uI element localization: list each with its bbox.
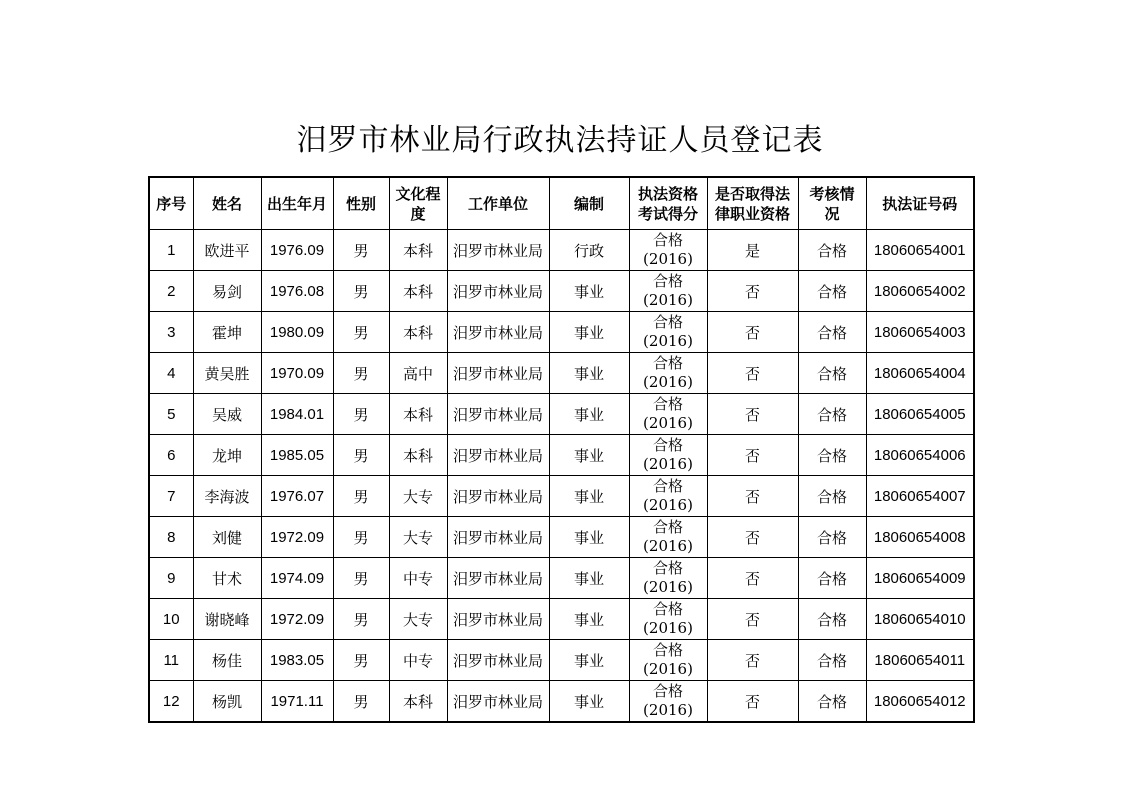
cell-cert-number: 18060654008 (866, 517, 974, 558)
exam-year: (2016) (643, 660, 693, 678)
header-education-line2: 度 (410, 204, 426, 223)
cell-name: 杨佳 (193, 640, 261, 681)
cell-education: 本科 (389, 312, 447, 353)
cell-unit: 汨罗市林业局 (447, 394, 549, 435)
cell-staffing: 事业 (549, 435, 629, 476)
cell-education: 高中 (389, 353, 447, 394)
table-row (149, 599, 974, 640)
cell-birth: 1983.05 (261, 640, 333, 681)
cell-education: 本科 (389, 681, 447, 723)
cell-staffing: 事业 (549, 353, 629, 394)
cell-legal-qualification: 否 (707, 640, 798, 681)
cell-exam-score (629, 558, 707, 599)
cell-review: 合格 (798, 230, 866, 271)
table-row (149, 640, 974, 681)
header-legal-line2: 律职业资格 (714, 204, 790, 223)
cell-exam-score (629, 435, 707, 476)
exam-year: (2016) (643, 455, 693, 473)
cell-birth: 1984.01 (261, 394, 333, 435)
cell-unit: 汨罗市林业局 (447, 476, 549, 517)
cell-unit: 汨罗市林业局 (447, 312, 549, 353)
cell-birth: 1976.07 (261, 476, 333, 517)
header-exam-line2: 考试得分 (637, 204, 698, 223)
cell-name: 易剑 (193, 271, 261, 312)
cell-name: 李海波 (193, 476, 261, 517)
cell-staffing: 事业 (549, 558, 629, 599)
exam-year: (2016) (643, 578, 693, 596)
header-review-line2: 况 (824, 204, 840, 223)
header-exam-line1: 执法资格 (637, 184, 698, 203)
cell-name: 吴威 (193, 394, 261, 435)
cell-legal-qualification: 否 (707, 435, 798, 476)
cell-name: 霍坤 (193, 312, 261, 353)
exam-result: 合格 (652, 436, 683, 454)
cell-education: 大专 (389, 517, 447, 558)
exam-year: (2016) (643, 619, 693, 637)
cell-legal-qualification: 否 (707, 558, 798, 599)
header-birth: 出生年月 (261, 177, 333, 230)
cell-exam-score (629, 353, 707, 394)
header-legal-line1: 是否取得法 (714, 184, 790, 203)
cell-name: 刘健 (193, 517, 261, 558)
exam-year: (2016) (643, 701, 693, 719)
exam-result: 合格 (652, 682, 683, 700)
header-staffing: 编制 (549, 177, 629, 230)
cell-exam-score (629, 599, 707, 640)
header-review (798, 177, 866, 230)
exam-result: 合格 (652, 272, 683, 290)
cell-review: 合格 (798, 517, 866, 558)
cell-education: 本科 (389, 435, 447, 476)
cell-birth: 1972.09 (261, 517, 333, 558)
cell-education: 中专 (389, 640, 447, 681)
cell-birth: 1976.08 (261, 271, 333, 312)
cell-gender: 男 (333, 271, 389, 312)
cell-legal-qualification: 否 (707, 271, 798, 312)
cell-cert-number: 18060654003 (866, 312, 974, 353)
cell-gender: 男 (333, 476, 389, 517)
header-legal-qualification (707, 177, 798, 230)
cell-legal-qualification: 否 (707, 353, 798, 394)
cell-index: 6 (149, 435, 193, 476)
header-gender: 性别 (333, 177, 389, 230)
header-unit: 工作单位 (447, 177, 549, 230)
cell-gender: 男 (333, 640, 389, 681)
table-row (149, 476, 974, 517)
cell-staffing: 事业 (549, 476, 629, 517)
cell-birth: 1974.09 (261, 558, 333, 599)
table-row (149, 312, 974, 353)
exam-result: 合格 (652, 395, 683, 413)
cell-staffing: 事业 (549, 394, 629, 435)
exam-year: (2016) (643, 414, 693, 432)
header-education (389, 177, 447, 230)
cell-exam-score (629, 271, 707, 312)
page-title: 汨罗市林业局行政执法持证人员登记表 (296, 123, 824, 158)
cell-staffing: 行政 (549, 230, 629, 271)
exam-year: (2016) (643, 291, 693, 309)
cell-name: 龙坤 (193, 435, 261, 476)
header-exam-score (629, 177, 707, 230)
cell-name: 杨凯 (193, 681, 261, 723)
cell-exam-score (629, 312, 707, 353)
exam-result: 合格 (652, 600, 683, 618)
cell-birth: 1976.09 (261, 230, 333, 271)
cell-unit: 汨罗市林业局 (447, 271, 549, 312)
cell-birth: 1970.09 (261, 353, 333, 394)
exam-year: (2016) (643, 496, 693, 514)
cell-review: 合格 (798, 476, 866, 517)
cell-index: 3 (149, 312, 193, 353)
table-row (149, 517, 974, 558)
cell-birth: 1971.11 (261, 681, 333, 723)
cell-staffing: 事业 (549, 312, 629, 353)
cell-unit: 汨罗市林业局 (447, 230, 549, 271)
table-body (149, 230, 974, 723)
cell-gender: 男 (333, 230, 389, 271)
cell-exam-score (629, 476, 707, 517)
cell-unit: 汨罗市林业局 (447, 435, 549, 476)
cell-cert-number: 18060654010 (866, 599, 974, 640)
cell-name: 谢晓峰 (193, 599, 261, 640)
cell-index: 4 (149, 353, 193, 394)
exam-result: 合格 (652, 559, 683, 577)
cell-staffing: 事业 (549, 640, 629, 681)
cell-staffing: 事业 (549, 599, 629, 640)
cell-exam-score (629, 394, 707, 435)
cell-gender: 男 (333, 681, 389, 723)
cell-legal-qualification: 否 (707, 517, 798, 558)
table-row (149, 230, 974, 271)
cell-education: 中专 (389, 558, 447, 599)
exam-result: 合格 (652, 641, 683, 659)
table-row (149, 271, 974, 312)
cell-birth: 1972.09 (261, 599, 333, 640)
cell-name: 甘术 (193, 558, 261, 599)
table-row (149, 558, 974, 599)
cell-cert-number: 18060654005 (866, 394, 974, 435)
cell-index: 2 (149, 271, 193, 312)
cell-unit: 汨罗市林业局 (447, 517, 549, 558)
cell-education: 大专 (389, 599, 447, 640)
exam-result: 合格 (652, 518, 683, 536)
cell-index: 9 (149, 558, 193, 599)
cell-cert-number: 18060654004 (866, 353, 974, 394)
cell-gender: 男 (333, 312, 389, 353)
cell-review: 合格 (798, 435, 866, 476)
header-review-line1: 考核情 (809, 184, 855, 203)
exam-year: (2016) (643, 373, 693, 391)
cell-review: 合格 (798, 353, 866, 394)
table-row (149, 353, 974, 394)
cell-index: 8 (149, 517, 193, 558)
cell-index: 5 (149, 394, 193, 435)
cell-gender: 男 (333, 517, 389, 558)
cell-cert-number: 18060654001 (866, 230, 974, 271)
cell-cert-number: 18060654002 (866, 271, 974, 312)
cell-legal-qualification: 是 (707, 230, 798, 271)
exam-result: 合格 (652, 313, 683, 331)
table-header-row (149, 177, 974, 230)
cell-cert-number: 18060654009 (866, 558, 974, 599)
cell-review: 合格 (798, 312, 866, 353)
cell-legal-qualification: 否 (707, 681, 798, 723)
exam-year: (2016) (643, 250, 693, 268)
cell-name: 欧进平 (193, 230, 261, 271)
cell-unit: 汨罗市林业局 (447, 681, 549, 723)
table-row (149, 435, 974, 476)
cell-review: 合格 (798, 271, 866, 312)
header-index: 序号 (149, 177, 193, 230)
cell-gender: 男 (333, 599, 389, 640)
personnel-register-table (148, 176, 975, 723)
cell-review: 合格 (798, 681, 866, 723)
header-name: 姓名 (193, 177, 261, 230)
cell-exam-score (629, 640, 707, 681)
cell-exam-score (629, 517, 707, 558)
cell-legal-qualification: 否 (707, 394, 798, 435)
cell-cert-number: 18060654007 (866, 476, 974, 517)
cell-index: 10 (149, 599, 193, 640)
cell-legal-qualification: 否 (707, 312, 798, 353)
exam-year: (2016) (643, 537, 693, 555)
cell-cert-number: 18060654006 (866, 435, 974, 476)
cell-staffing: 事业 (549, 517, 629, 558)
cell-cert-number: 18060654012 (866, 681, 974, 723)
cell-education: 本科 (389, 394, 447, 435)
cell-review: 合格 (798, 558, 866, 599)
cell-exam-score (629, 681, 707, 723)
cell-legal-qualification: 否 (707, 476, 798, 517)
cell-review: 合格 (798, 599, 866, 640)
cell-review: 合格 (798, 640, 866, 681)
cell-education: 大专 (389, 476, 447, 517)
table-row (149, 681, 974, 723)
exam-result: 合格 (652, 231, 683, 249)
cell-education: 本科 (389, 230, 447, 271)
cell-unit: 汨罗市林业局 (447, 353, 549, 394)
cell-birth: 1985.05 (261, 435, 333, 476)
cell-legal-qualification: 否 (707, 599, 798, 640)
cell-exam-score (629, 230, 707, 271)
cell-unit: 汨罗市林业局 (447, 558, 549, 599)
header-education-line1: 文化程 (395, 184, 441, 203)
cell-index: 12 (149, 681, 193, 723)
cell-gender: 男 (333, 435, 389, 476)
exam-result: 合格 (652, 477, 683, 495)
exam-year: (2016) (643, 332, 693, 350)
cell-name: 黄吴胜 (193, 353, 261, 394)
exam-result: 合格 (652, 354, 683, 372)
cell-index: 7 (149, 476, 193, 517)
cell-gender: 男 (333, 353, 389, 394)
cell-review: 合格 (798, 394, 866, 435)
cell-unit: 汨罗市林业局 (447, 640, 549, 681)
cell-unit: 汨罗市林业局 (447, 599, 549, 640)
cell-birth: 1980.09 (261, 312, 333, 353)
header-cert-number: 执法证号码 (866, 177, 974, 230)
cell-index: 11 (149, 640, 193, 681)
cell-index: 1 (149, 230, 193, 271)
cell-staffing: 事业 (549, 681, 629, 723)
table-row (149, 394, 974, 435)
cell-cert-number: 18060654011 (866, 640, 974, 681)
cell-education: 本科 (389, 271, 447, 312)
cell-staffing: 事业 (549, 271, 629, 312)
cell-gender: 男 (333, 558, 389, 599)
cell-gender: 男 (333, 394, 389, 435)
